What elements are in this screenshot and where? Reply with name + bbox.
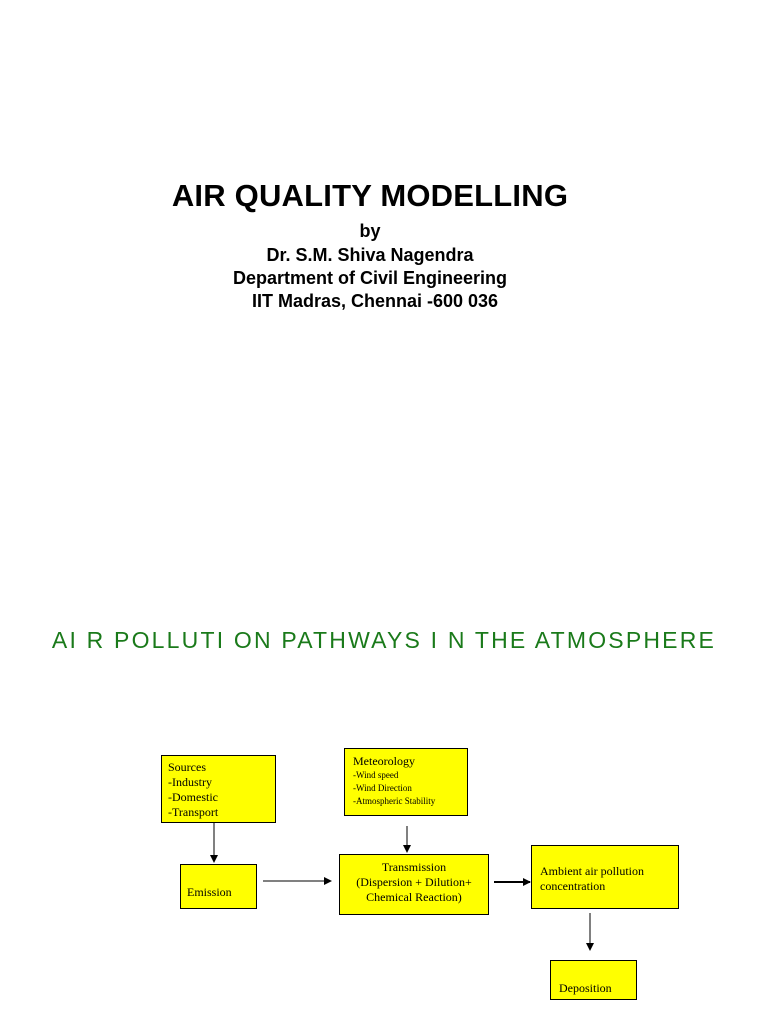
ambient-line: concentration: [540, 879, 606, 893]
meteorology-item: -Atmospheric Stability: [353, 796, 436, 806]
sources-item: -Industry: [168, 775, 212, 789]
ambient-line: Ambient air pollution: [540, 864, 644, 878]
transmission-line: (Dispersion + Dilution+: [356, 875, 472, 889]
sources-title: Sources: [168, 760, 206, 774]
pathways-heading: AI R POLLUTI ON PATHWAYS I N THE ATMOSPHERE: [51, 627, 717, 653]
meteorology-item: -Wind Direction: [353, 783, 412, 793]
transmission-box: [339, 854, 489, 915]
transmission-line: Transmission: [381, 860, 447, 874]
author-name: Dr. S.M. Shiva Nagendra: [266, 245, 474, 265]
meteorology-item: -Wind speed: [353, 770, 399, 780]
sources-item: -Transport: [168, 805, 219, 819]
meteorology-title: Meteorology: [353, 754, 415, 768]
meteorology-box: [344, 748, 468, 816]
department-name: Department of Civil Engineering: [232, 268, 508, 288]
emission-box: [180, 864, 257, 909]
sources-box: [161, 755, 276, 823]
emission-label: Emission: [187, 885, 232, 899]
sources-item: -Domestic: [168, 790, 218, 804]
page-title: AIR QUALITY MODELLING: [171, 178, 569, 213]
ambient-concentration-box: [531, 845, 679, 909]
transmission-line: Chemical Reaction): [366, 890, 462, 904]
institute-name: IIT Madras, Chennai -600 036: [251, 291, 499, 311]
by-text: by: [359, 221, 381, 241]
deposition-label: Deposition: [559, 981, 612, 995]
deposition-box: [550, 960, 637, 1000]
